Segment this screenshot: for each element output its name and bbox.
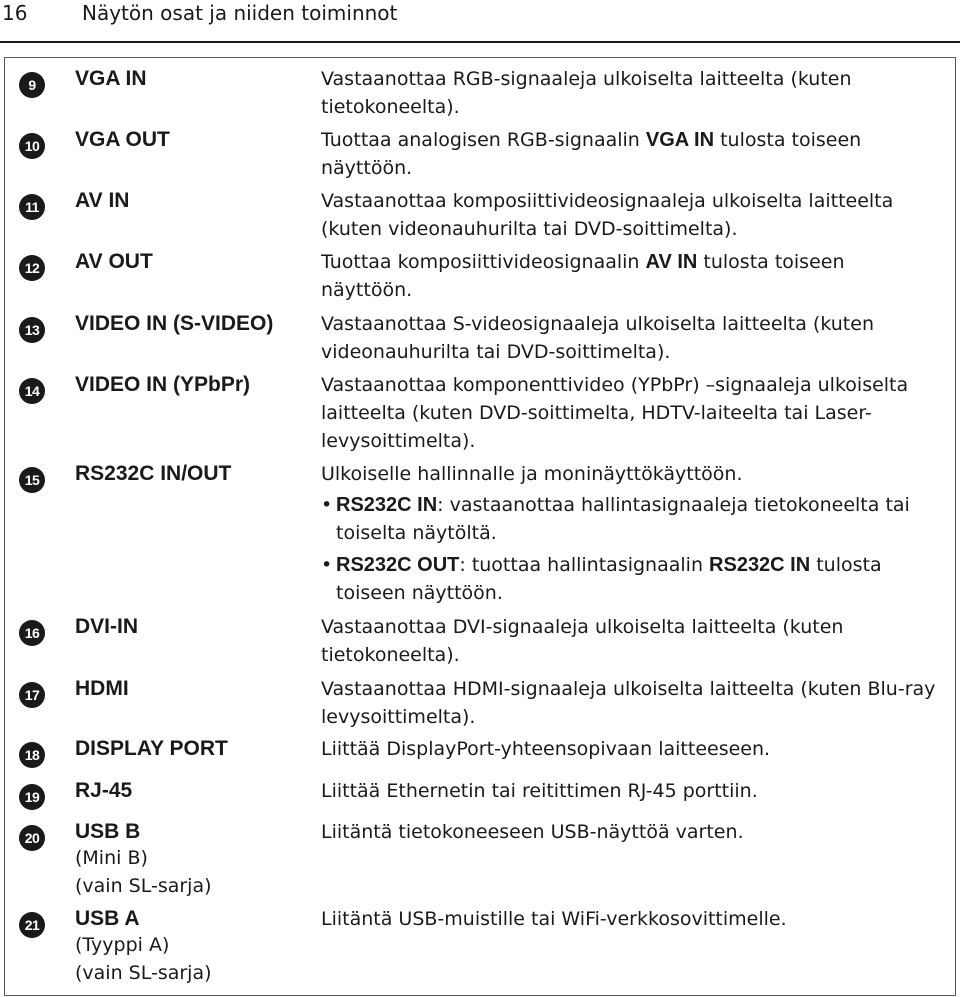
connector-description: Vastaanottaa komponenttivideo (YPbPr) –signaaleja ulkoiselta laitteelta (kuten DVD-soittimelta, HDTV-laiteelta tai Laser- levysoittimelta). <box>321 374 909 452</box>
connector-name: AV OUT <box>75 250 153 273</box>
connector-name: AV IN <box>75 189 130 212</box>
bullet-dot-icon: • <box>321 554 333 576</box>
connector-description: Ulkoiselle hallinnalle ja moninäyttökäyttöön. <box>321 463 743 485</box>
connector-name: VGA OUT <box>75 128 170 151</box>
page-header <box>0 0 960 26</box>
connector-name: USB A <box>75 907 140 930</box>
connector-description: Liittää Ethernetin tai reitittimen RJ-45 porttiin. <box>321 780 758 802</box>
number-badge: 12 <box>19 255 45 281</box>
connector-name: VIDEO IN (YPbPr) <box>75 373 251 396</box>
number-badge: 17 <box>19 682 45 708</box>
connector-name: DISPLAY PORT <box>75 737 228 760</box>
connector-name: DVI-IN <box>75 615 138 638</box>
connector-subnote: (Tyyppi A) <box>75 934 170 956</box>
number-badge: 19 <box>19 784 45 810</box>
connector-description: Vastaanottaa HDMI-signaaleja ulkoiselta laitteelta (kuten Blu-ray levysoittimelta). <box>321 678 936 728</box>
connector-name: HDMI <box>75 677 129 700</box>
header-divider <box>0 41 960 43</box>
connector-description: Liitäntä USB-muistille tai WiFi-verkkosovittimelle. <box>321 908 787 930</box>
connector-description: Liitäntä tietokoneeseen USB-näyttöä varten. <box>321 821 744 843</box>
connector-description: Tuottaa komposiittivideosignaalin AV IN tulosta toiseen näyttöön. <box>321 251 845 301</box>
connector-name: VIDEO IN (S-VIDEO) <box>75 312 274 335</box>
connector-subnote: (vain SL-sarja) <box>75 875 212 897</box>
connector-description: Vastaanottaa RGB-signaaleja ulkoiselta laitteelta (kuten tietokoneelta). <box>321 68 852 118</box>
connector-name: RJ-45 <box>75 779 133 802</box>
connector-description: Liittää DisplayPort-yhteensopivaan laitteeseen. <box>321 738 771 760</box>
number-badge: 14 <box>19 378 45 404</box>
number-badge: 13 <box>19 317 45 343</box>
page-title: Näytön osat ja niiden toiminnot <box>82 1 398 25</box>
number-badge: 10 <box>19 133 45 159</box>
connector-name: RS232C IN/OUT <box>75 462 232 485</box>
connector-name: VGA IN <box>75 67 147 90</box>
connector-subnote: (Mini B) <box>75 847 148 869</box>
bullet-item: • RS232C OUT: tuottaa hallintasignaalin RS232C IN tulosta toiseen näyttöön. <box>321 551 951 607</box>
connector-description: Vastaanottaa DVI-signaaleja ulkoiselta laitteelta (kuten tietokoneelta). <box>321 616 844 666</box>
number-badge: 11 <box>19 194 45 220</box>
bullet-dot-icon: • <box>321 494 333 516</box>
connector-name: USB B <box>75 820 141 843</box>
connector-description: Vastaanottaa S-videosignaaleja ulkoiselta laitteelta (kuten videonauhurilta tai DVD-soittimelta). <box>321 313 874 363</box>
number-badge: 20 <box>19 825 45 851</box>
number-badge: 15 <box>19 467 45 493</box>
number-badge: 9 <box>19 72 45 98</box>
connector-subnote: (vain SL-sarja) <box>75 962 212 984</box>
number-badge: 16 <box>19 620 45 646</box>
number-badge: 18 <box>19 742 45 768</box>
bullet-item: • RS232C IN: vastaanottaa hallintasignaaleja tietokoneelta tai toiselta näytöltä. <box>321 491 951 547</box>
number-badge: 21 <box>19 912 45 938</box>
page-number: 16 <box>2 1 28 25</box>
connector-description: Vastaanottaa komposiittivideosignaaleja ulkoiselta laitteelta (kuten videonauhurilta tai DVD-soittimelta). <box>321 190 894 240</box>
connector-description: Tuottaa analogisen RGB-signaalin VGA IN tulosta toiseen näyttöön. <box>321 129 862 179</box>
